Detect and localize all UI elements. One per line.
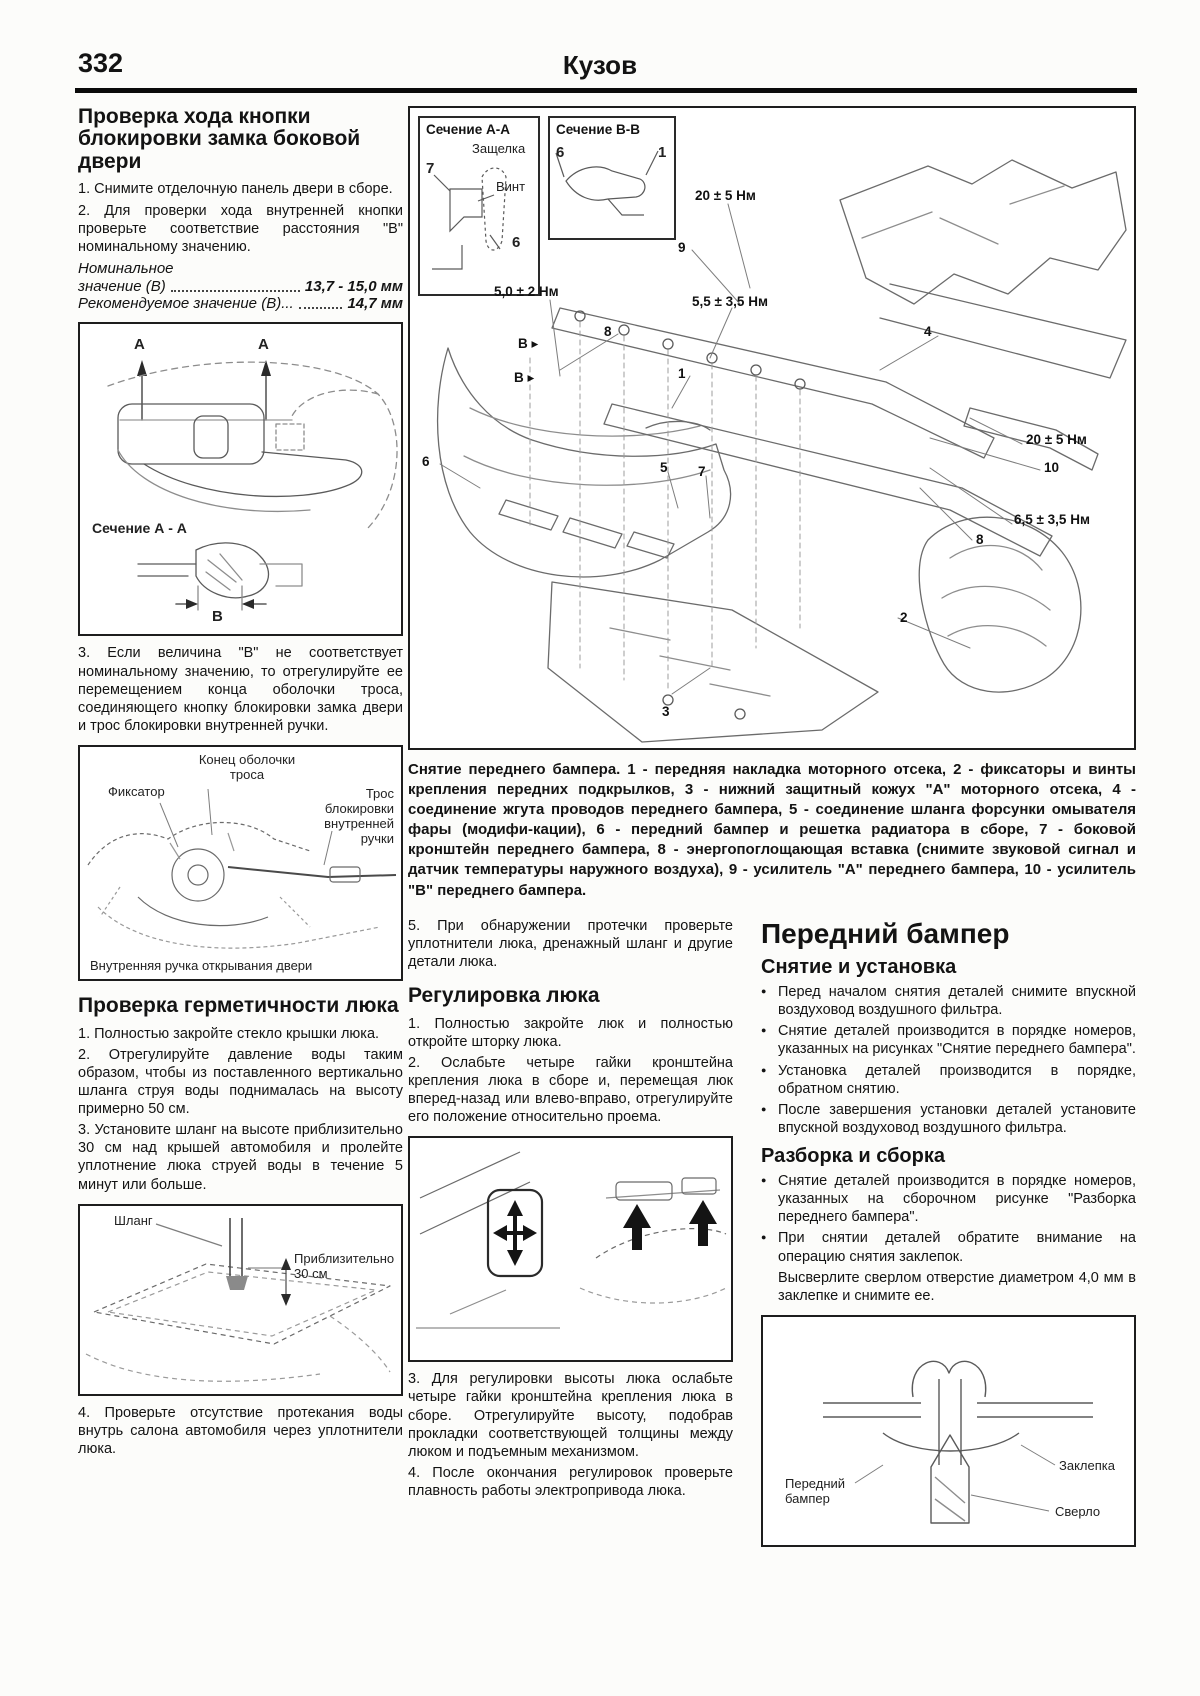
torque-callout: 6,5 ± 3,5 Нм (1014, 512, 1090, 527)
callout-7: 7 (698, 464, 706, 479)
callout-5: 5 (660, 460, 668, 475)
bullet-item: ● Снятие деталей производится в порядке номеров, указанных на рисунках "Снятие переднего бампера". (761, 1022, 1136, 1058)
section-arrow-label: A (258, 336, 269, 354)
right-column (761, 917, 1136, 1555)
bumper-label: Передний бампер (785, 1475, 846, 1506)
step-text: 4. После окончания регулировок проверьте плавность работы электропривода люка. (408, 1464, 733, 1499)
section-a-a-art (420, 137, 534, 287)
spec-row (78, 278, 403, 295)
bullet-item: ● После завершения установки деталей установите впускной воздуховод воздушного фильтра. (761, 1101, 1136, 1137)
figure-sunroof-adjust (408, 1136, 733, 1362)
main-content (408, 106, 1136, 1555)
subheading-disassembly: Разборка и сборка (761, 1145, 945, 1168)
inset-b-title: Сечение В-В (556, 122, 640, 137)
page-title: Кузов (562, 50, 638, 80)
section-b-marker: B ▸ (514, 370, 535, 385)
dotted-leader (171, 290, 300, 292)
figure-front-bumper-removal (408, 106, 1136, 750)
step-text: 5. При обнаружении протечки проверьте уплотнители люка, дренажный шланг и другие детали люка. (408, 917, 733, 970)
inset-section-b-b (548, 116, 676, 240)
callout-8: 8 (976, 532, 984, 547)
callout-10: 10 (1044, 460, 1060, 475)
bullet-item: ● Снятие деталей производится в порядке номеров, указанных на сборочном рисунке "Разборка переднего бампера". (761, 1172, 1136, 1226)
step-text: 3. Для регулировки высоты люка ослабьте четыре гайки кронштейна крепления люка в сборе. Отрегулируйте высоту, подобрав прокладки соответствующей толщины между люком и подъемным механизмом. (408, 1371, 733, 1460)
torque-callout: 20 ± 5 Нм (695, 188, 756, 203)
callout-6: 6 (512, 234, 521, 251)
step-text: 2. Ослабьте четыре гайки кронштейна крепления люка в сборе и, перемещая люк вперед-назад или влево-вправо, отрегулируйте его положение относительно проема. (408, 1054, 733, 1126)
spec-value: 13,7 - 15,0 мм (304, 278, 403, 296)
callout-9: 9 (678, 240, 686, 255)
hose-label: Шланг (114, 1212, 153, 1228)
spec-value: 14,7 мм (347, 295, 403, 313)
callout-3: 3 (662, 704, 670, 719)
callout-8: 8 (604, 324, 612, 339)
spec-line-nominal: Номинальное (78, 259, 174, 277)
section-heading-sunroof-adjust: Регулировка люка (408, 984, 600, 1008)
torque-callout: 5,5 ± 3,5 Нм (692, 294, 768, 309)
cable-end-label: Конец оболочки троса (198, 752, 296, 782)
callout-6: 6 (556, 144, 565, 161)
middle-column (408, 917, 733, 1555)
section-b-b-art (550, 137, 670, 231)
figure-rivet-drill (761, 1315, 1136, 1547)
main-figure-caption: Снятие переднего бампера. 1 - передняя накладка моторного отсека, 2 - фиксаторы и винты крепления передних подкрылков, 3 - нижний защитный кожух "А" моторного отсека, 4 - соединение жгута проводов переднего бампера, 5 - соединение шланга форсунки омывателя фары (модифи-кации), 6 - передний бампер и решетка радиатора в сборе, 7 - боковой кронштейн переднего бампера, 8 - энергопоглощающая вставка (снимите звуковой сигнал и датчик температуры наружного воздуха), 9 - усилитель "А" переднего бампера, 10 - усилитель "В" переднего бампера. (408, 761, 1136, 899)
header-rule (75, 88, 1137, 93)
roof-hose-art (80, 1206, 401, 1390)
step-text: 1. Полностью закройте стекло крышки люка. (78, 1025, 380, 1042)
callout-2: 2 (900, 610, 908, 625)
spec-row (78, 295, 403, 312)
latch-label: Защелка (472, 141, 526, 156)
step-text: 3. Если величина "В" не соответствует номинальному значению, то отрегулируйте ее перемещением конца оболочки троса, соединяющего кнопку блокировки замка двери и трос блокировки внутренней ручки. (78, 645, 403, 734)
dotted-leader (299, 307, 343, 309)
inset-section-a-a (418, 116, 540, 296)
step-text: 1. Полностью закройте люк и полностью откройте шторку люка. (408, 1015, 733, 1050)
height-label: Приблизительно 30 см (294, 1250, 395, 1281)
step-text: 3. Установите шланг на высоте приблизительно 30 см над крышей автомобиля и пролейте уплотнение люка струей воды в течение 5 минут или больше. (78, 1122, 403, 1193)
door-handle-art (80, 324, 401, 630)
spec-label: значение (В) (78, 278, 166, 296)
chapter-heading-front-bumper: Передний бампер (761, 917, 1010, 949)
bullet-item: ● При снятии деталей обратите внимание на операцию снятия заклепок. (761, 1229, 1136, 1265)
bullet-item: ● Перед началом снятия деталей снимите впускной воздуховод воздушного фильтра. (761, 983, 1136, 1019)
section-b-marker: B ▸ (518, 336, 539, 351)
screw-label: Винт (496, 179, 526, 194)
callout-1: 1 (658, 144, 667, 161)
callout-4: 4 (924, 324, 932, 339)
step-text: 1. Снимите отделочную панель двери в сборе. (78, 181, 393, 198)
inset-a-title: Сечение А-А (426, 122, 510, 137)
section-cut-label: Сечение А - А (92, 520, 187, 537)
lower-columns (408, 917, 1136, 1555)
page-number: 332 (78, 48, 124, 78)
section-heading-door-lock: Проверка хода кнопки блокировки замка боковой двери (78, 105, 361, 173)
step-text: 4. Проверьте отсутствие протекания воды внутрь салона автомобиля через уплотнители люка. (78, 1404, 403, 1457)
figure-caption: Внутренняя ручка открывания двери (90, 958, 313, 974)
callout-6: 6 (422, 454, 430, 469)
cable-label: Трос блокировки внутренней ручки (324, 786, 394, 846)
rivet-label: Заклепка (1059, 1457, 1115, 1473)
note-text: Высверлите сверлом отверстие диаметром 4,0 мм в заклепке и снимите ее. (778, 1269, 1136, 1304)
figure-door-handle (78, 322, 403, 636)
step-text: 2. Отрегулируйте давление воды таким образом, чтобы из поставленного вертикально шланга струя воды поднималась на высоту примерно 50 см. (78, 1046, 403, 1117)
callout-1: 1 (678, 366, 686, 381)
step-text: 2. Для проверки хода внутренней кнопки проверьте соответствие расстояния "В" номинальному значению. (78, 202, 403, 255)
torque-callout: 5,0 ± 2 Нм (494, 284, 559, 299)
bullet-item: ● Установка деталей производится в порядке, обратном снятию. (761, 1062, 1136, 1098)
figure-lock-mechanism (78, 745, 403, 981)
spec-label: Рекомендуемое значение (В)... (78, 295, 294, 313)
fixator-label: Фиксатор (108, 784, 165, 800)
subheading-removal: Снятие и установка (761, 956, 957, 979)
callout-7: 7 (426, 160, 435, 177)
dimension-label: B (212, 608, 223, 626)
section-heading-sunroof-seal: Проверка герметичности люка (78, 994, 399, 1018)
section-arrow-label: A (134, 336, 145, 354)
drill-label: Сверло (1055, 1503, 1101, 1519)
torque-callout: 20 ± 5 Нм (1026, 432, 1087, 447)
left-column (78, 106, 403, 1461)
sunroof-adjust-art (410, 1138, 728, 1356)
figure-roof-hose (78, 1204, 403, 1396)
